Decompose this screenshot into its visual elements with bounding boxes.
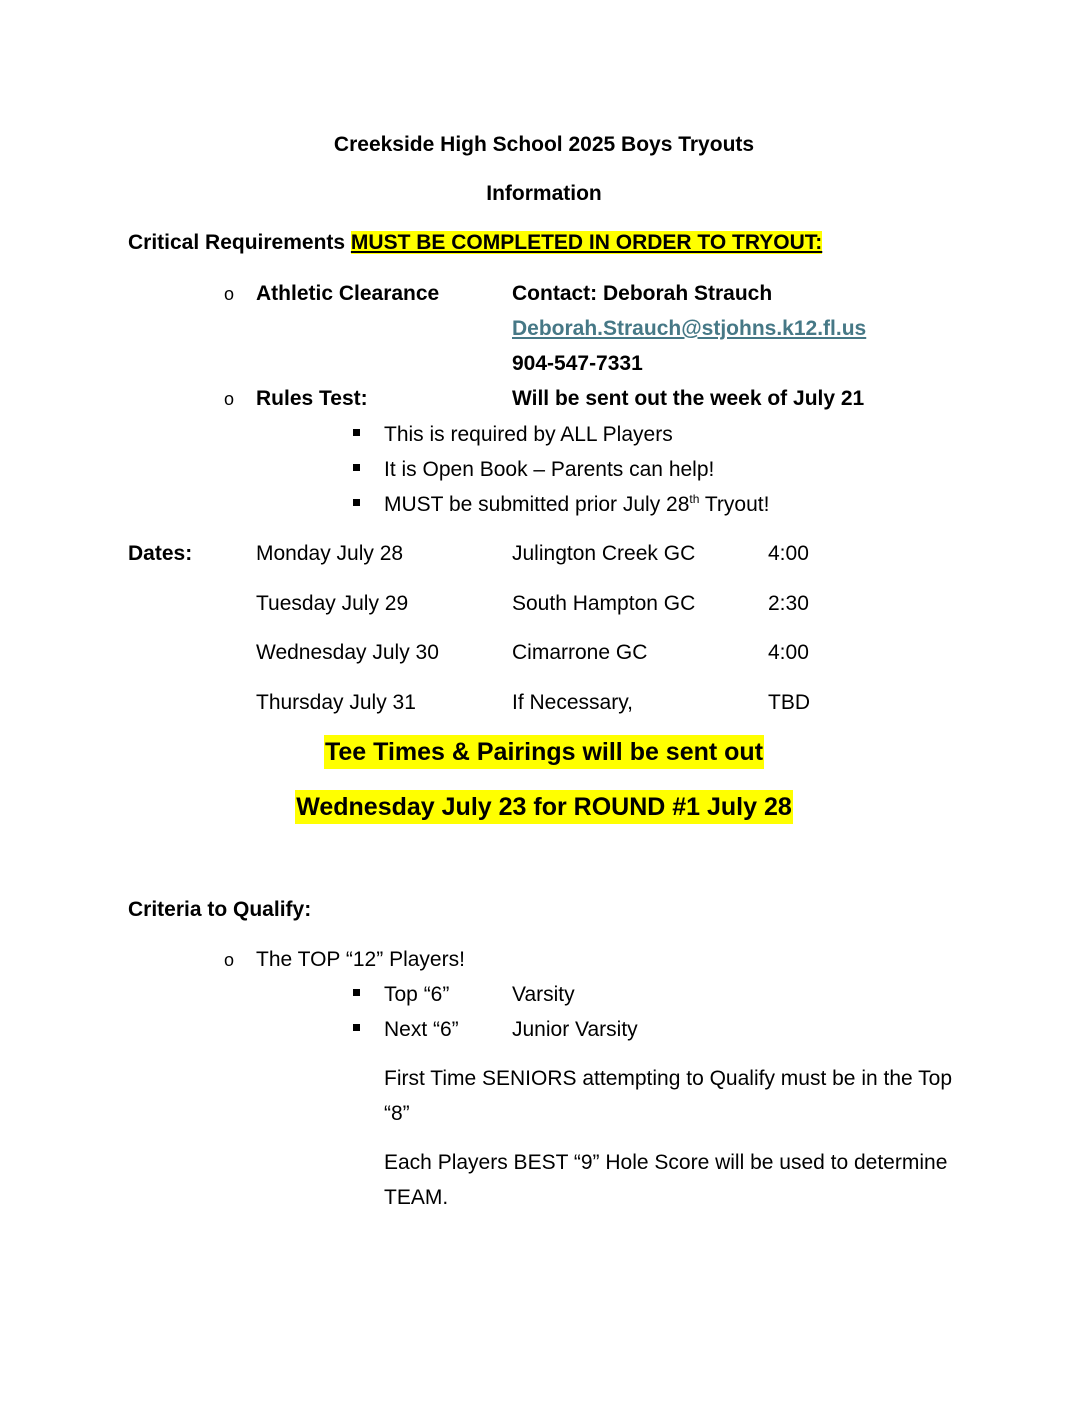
tee-times-line1 xyxy=(0,740,1088,765)
date-course: If Necessary, xyxy=(512,691,633,714)
document-title-line1: Creekside High School 2025 Boys Tryouts xyxy=(333,133,755,156)
level-team: Junior Varsity xyxy=(512,1018,638,1041)
rules-test-label: Rules Test: xyxy=(256,387,368,410)
date-day: Tuesday July 29 xyxy=(256,592,409,615)
criteria-heading: Criteria to Qualify: xyxy=(128,898,312,921)
date-time: TBD xyxy=(768,691,810,714)
seniors-note: First Time SENIORS attempting to Qualify must be in the Top “8” xyxy=(384,1067,953,1125)
date-day: Monday July 28 xyxy=(256,542,404,565)
circle-bullet-icon: o xyxy=(224,389,235,409)
date-time: 2:30 xyxy=(768,592,809,615)
tee-times-line2-text: Wednesday July 23 for ROUND #1 July 28 xyxy=(295,790,793,824)
date-course: Cimarrone GC xyxy=(512,641,648,664)
level-name: Top “6” xyxy=(384,983,450,1006)
date-course: South Hampton GC xyxy=(512,592,696,615)
square-bullet-icon xyxy=(353,499,360,506)
tee-times-line1-text: Tee Times & Pairings will be sent out xyxy=(324,735,764,769)
document-title-line2: Information xyxy=(486,182,602,205)
contact-email-link[interactable]: Deborah.Strauch@stjohns.k12.fl.us xyxy=(512,317,867,340)
square-bullet-icon xyxy=(353,989,360,996)
athletic-clearance-contact: Contact: Deborah Strauch xyxy=(512,282,773,305)
critical-requirements-highlight: MUST BE COMPLETED IN ORDER TO TRYOUT: xyxy=(350,231,823,254)
rules-test-note xyxy=(384,494,769,515)
square-bullet-icon xyxy=(353,429,360,436)
square-bullet-icon xyxy=(353,464,360,471)
square-bullet-icon xyxy=(353,1024,360,1031)
rules-test-note: It is Open Book – Parents can help! xyxy=(384,458,715,481)
tee-times-line2 xyxy=(0,795,1088,820)
circle-bullet-icon: o xyxy=(224,950,235,970)
rules-test-deadline-tail: Tryout! xyxy=(699,493,770,516)
critical-requirements-heading xyxy=(128,232,822,253)
contact-phone: 904-547-7331 xyxy=(512,352,643,375)
date-day: Wednesday July 30 xyxy=(256,641,439,664)
criteria-top-players: The TOP “12” Players! xyxy=(256,948,465,971)
athletic-clearance-label: Athletic Clearance xyxy=(256,282,440,305)
date-day: Thursday July 31 xyxy=(256,691,416,714)
ordinal-suffix: th xyxy=(689,492,700,506)
dates-label: Dates: xyxy=(128,542,193,565)
date-course: Julington Creek GC xyxy=(512,542,696,565)
best-score-note: Each Players BEST “9” Hole Score will be used to determine TEAM. xyxy=(384,1151,948,1209)
date-time: 4:00 xyxy=(768,542,809,565)
rules-test-deadline-text: MUST be submitted prior July 28 xyxy=(384,493,690,516)
date-time: 4:00 xyxy=(768,641,809,664)
critical-requirements-label: Critical Requirements xyxy=(128,231,351,254)
level-name: Next “6” xyxy=(384,1018,459,1041)
rules-test-detail: Will be sent out the week of July 21 xyxy=(512,387,865,410)
circle-bullet-icon: o xyxy=(224,284,235,304)
rules-test-note: This is required by ALL Players xyxy=(384,423,673,446)
level-team: Varsity xyxy=(512,983,575,1006)
